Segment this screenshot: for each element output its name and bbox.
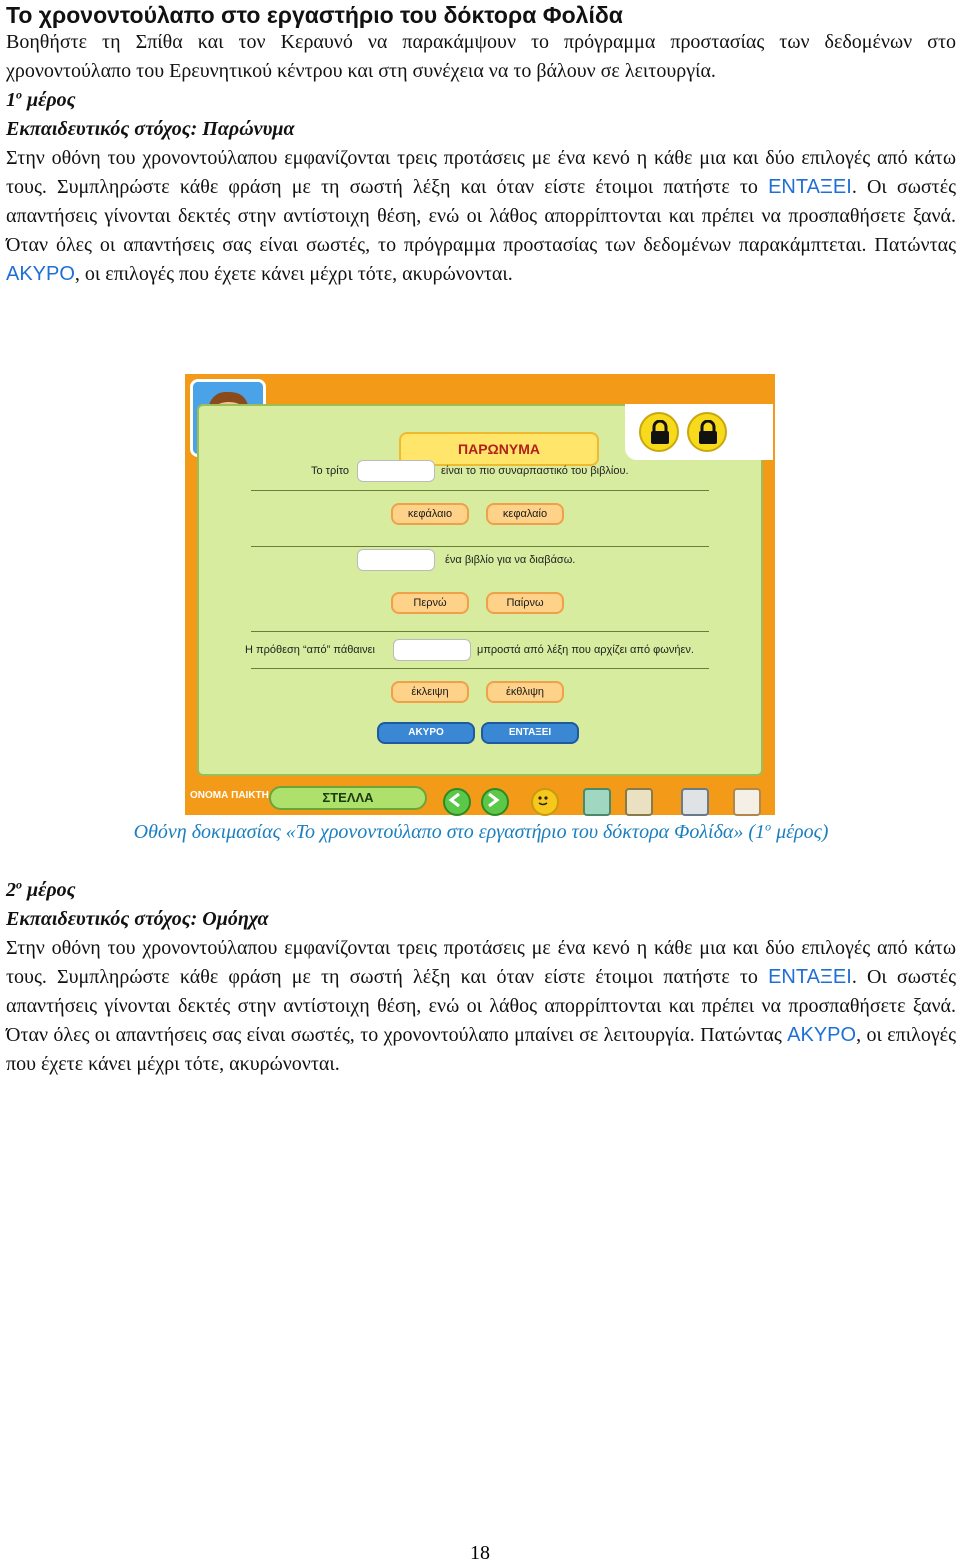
part2-text-a: Στην οθόνη του χρονοντούλαπου εμφανίζονται τρεις προτάσεις με ένα κενό η κάθε μια και δύο επιλογές από κάτω τους. Συμπληρώστε κάθε φράση με τη σωστή λέξη και όταν είστε έτοιμοι πατήστε το xyxy=(6,937,956,988)
page-number: 18 xyxy=(470,1542,490,1564)
part2-text-c: , οι επιλογές που έχετε κάνει μέχρι τότε, ακυρώνονται. xyxy=(6,1024,956,1075)
q1-blank[interactable] xyxy=(357,460,435,482)
intro-paragraph: Βοηθήστε τη Σπίθα και τον Κεραυνό να παρακάμψουν το πρόγραμμα προστασίας των δεδομένων στο χρονοντούλαπο του Ερευνητικού κέντρου και στη συνέχεια να το βάλουν σε λειτουργία. xyxy=(6,31,956,82)
q1-prefix: Το τρίτο xyxy=(311,465,350,477)
part2-section xyxy=(6,876,956,1079)
document-page xyxy=(6,0,956,289)
figure-caption-block xyxy=(6,818,956,846)
part1-ordinal: ο xyxy=(16,87,22,102)
divider xyxy=(251,668,709,669)
player-name-label: ΟΝΟΜΑ ΠΑΙΚΤΗ xyxy=(190,790,269,801)
panel-title: ΠΑΡΩΝΥΜΑ xyxy=(399,432,599,466)
q3-option-1[interactable]: έκλειψη xyxy=(391,681,469,703)
q1-option-1[interactable]: κεφάλαιο xyxy=(391,503,469,525)
app-screenshot xyxy=(185,374,775,815)
part1-label: μέρος xyxy=(27,89,76,111)
bottom-toolbar xyxy=(185,780,775,815)
smiley-icon[interactable] xyxy=(531,788,559,816)
part2-cancel-word: ΑΚΥΡΟ xyxy=(787,1024,857,1046)
exit-icon[interactable] xyxy=(733,788,761,816)
q1-suffix: είναι το πιο συναρπαστικό του βιβλίου. xyxy=(441,465,629,477)
part2-number: 2 xyxy=(6,879,16,901)
q2-suffix: ένα βιβλίο για να διαβάσω. xyxy=(445,554,576,566)
ok-button[interactable]: ΕΝΤΑΞΕΙ xyxy=(481,722,579,744)
divider xyxy=(251,490,709,491)
part1-heading xyxy=(6,86,956,115)
part1-text-c: , οι επιλογές που έχετε κάνει μέχρι τότε, ακυρώνονται. xyxy=(74,263,513,285)
part1-ok-word: ΕΝΤΑΞΕΙ xyxy=(768,176,852,198)
device-icon[interactable] xyxy=(583,788,611,816)
part1-number: 1 xyxy=(6,89,16,111)
q2-option-2[interactable]: Παίρνω xyxy=(486,592,564,614)
caption-end: μέρος) xyxy=(771,821,829,843)
lock-icon xyxy=(687,412,727,452)
caption-ordinal: ο xyxy=(765,819,772,834)
part2-goal: Εκπαιδευτικός στόχος: Ομόηχα xyxy=(6,908,269,930)
part1-text-b: . Οι σωστές απαντήσεις γίνονται δεκτές στην αντίστοιχη θέση, ενώ οι λάθος απορρίπτονται και πρέπει να προσπαθήσετε ξανά. Όταν όλες οι απαντήσεις σας είναι σωστές, το πρόγραμμα προστασίας των δεδομένων παρακάμπτεται. Πατώντας xyxy=(6,176,957,256)
lock-icon xyxy=(639,412,679,452)
tools-icon[interactable] xyxy=(625,788,653,816)
part2-ok-word: ΕΝΤΑΞΕΙ xyxy=(768,966,852,988)
part2-heading xyxy=(6,876,956,905)
q3-blank[interactable] xyxy=(393,639,471,661)
part2-label: μέρος xyxy=(27,879,76,901)
part1-goal: Εκπαιδευτικός στόχος: Παρώνυμα xyxy=(6,118,295,140)
forward-arrow-icon[interactable] xyxy=(481,788,509,816)
part1-paragraph xyxy=(6,144,956,289)
q1-option-2[interactable]: κεφαλαίο xyxy=(486,503,564,525)
back-arrow-icon[interactable] xyxy=(443,788,471,816)
part1-text-a: Στην οθόνη του χρονοντούλαπου εμφανίζονται τρεις προτάσεις με ένα κενό η κάθε μια και δύο επιλογές από κάτω τους. Συμπληρώστε κάθε φράση με τη σωστή λέξη και όταν είστε έτοιμοι πατήστε το xyxy=(6,147,956,198)
figure-caption xyxy=(6,818,956,846)
page-title: Το χρονοντούλαπο στο εργαστήριο του δόκτορα Φολίδα xyxy=(6,2,623,28)
part2-text-b: . Οι σωστές απαντήσεις γίνονται δεκτές στην αντίστοιχη θέση, ενώ οι λάθος απορρίπτονται και πρέπει να προσπαθήσετε ξανά. Όταν όλες οι απαντήσεις σας είναι σωστές, το χρονοντούλαπο μπαίνει σε λειτουργία. Πατώντας xyxy=(6,966,957,1046)
q2-blank[interactable] xyxy=(357,549,435,571)
part2-ordinal: ο xyxy=(16,877,22,892)
caption-text: Οθόνη δοκιμασίας «Το χρονοντούλαπο στο εργαστήριο του δόκτορα Φολίδα» (1 xyxy=(133,821,766,843)
q3-option-2[interactable]: έκθλιψη xyxy=(486,681,564,703)
divider xyxy=(251,546,709,547)
q3-prefix: Η πρόθεση “από” πάθαινει xyxy=(245,644,375,656)
q3-suffix: μπροστά από λέξη που αρχίζει από φωνήεν. xyxy=(477,644,694,656)
lock-status xyxy=(625,404,773,460)
cancel-button[interactable]: ΑΚΥΡΟ xyxy=(377,722,475,744)
part2-paragraph xyxy=(6,934,956,1079)
part1-cancel-word: ΑΚΥΡΟ xyxy=(6,263,75,285)
printer-icon[interactable] xyxy=(681,788,709,816)
divider xyxy=(251,631,709,632)
player-name-field[interactable]: ΣΤΕΛΛΑ xyxy=(269,786,427,810)
q2-option-1[interactable]: Περνώ xyxy=(391,592,469,614)
